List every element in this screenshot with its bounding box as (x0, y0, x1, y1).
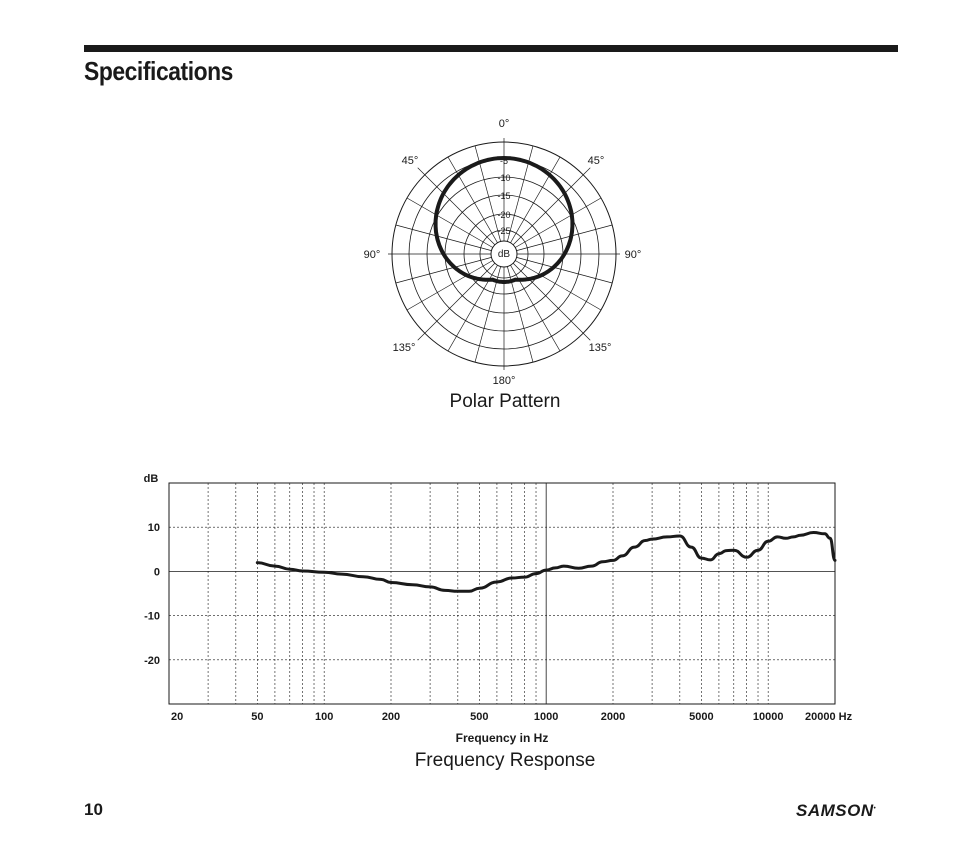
x-tick-label: 10000 (752, 711, 784, 723)
ring-label-25: -25 (497, 226, 511, 236)
angle-label-45-left: 45° (401, 155, 419, 167)
x-tick-label: 2000 (600, 711, 626, 723)
y-tick-label: 0 (153, 566, 160, 579)
angle-label-45-right: 45° (587, 155, 605, 167)
ring-label-5: -5 (499, 156, 509, 166)
x-tick-label: 500 (470, 711, 489, 723)
polar-spoke (515, 198, 601, 248)
polar-spoke (448, 157, 498, 243)
polar-spoke (407, 198, 493, 248)
x-tick-label: 20 (171, 711, 184, 723)
angle-label-135-right: 135° (588, 342, 612, 354)
polar-caption: Polar Pattern (449, 391, 561, 412)
y-tick-label: 10 (147, 522, 160, 535)
page-title: Specifications (84, 56, 233, 86)
polar-pattern-diagram (364, 118, 642, 387)
y-tick-labels (144, 522, 160, 667)
x-tick-label: 100 (314, 711, 334, 723)
frequency-response-chart (144, 473, 853, 745)
y-tick-label: -10 (144, 610, 160, 623)
brand-logo: SAMSON• (796, 801, 877, 820)
x-tick-label: 200 (381, 711, 401, 723)
ring-label-10: -10 (497, 173, 511, 183)
chart-grid (169, 483, 835, 704)
angle-label-135-left: 135° (392, 342, 416, 354)
ring-label-20: -20 (497, 210, 511, 220)
x-tick-label: 20000 Hz (805, 711, 853, 723)
angle-label-90-right: 90° (624, 249, 642, 261)
polar-center-label: dB (497, 249, 511, 260)
angle-label-180: 180° (492, 375, 516, 387)
x-tick-label: 5000 (689, 711, 714, 723)
x-tick-label: 1000 (533, 711, 559, 723)
page-number: 10 (84, 800, 103, 819)
angle-label-0: 0° (498, 118, 510, 130)
x-axis-label: Frequency in Hz (455, 731, 549, 745)
x-tick-label: 50 (251, 711, 264, 723)
polar-spoke (515, 261, 601, 311)
x-tick-labels (171, 711, 853, 723)
y-axis-label: dB (143, 473, 159, 485)
chart-title: Frequency Response (414, 750, 596, 771)
plot-area-frame (169, 483, 835, 704)
polar-spoke (418, 263, 495, 340)
polar-spoke (511, 157, 561, 243)
angle-label-90-left: 90° (363, 249, 381, 261)
y-tick-label: -20 (144, 654, 160, 667)
polar-spoke (513, 263, 590, 340)
ring-label-15: -15 (497, 191, 511, 201)
polar-spoke (407, 261, 493, 311)
